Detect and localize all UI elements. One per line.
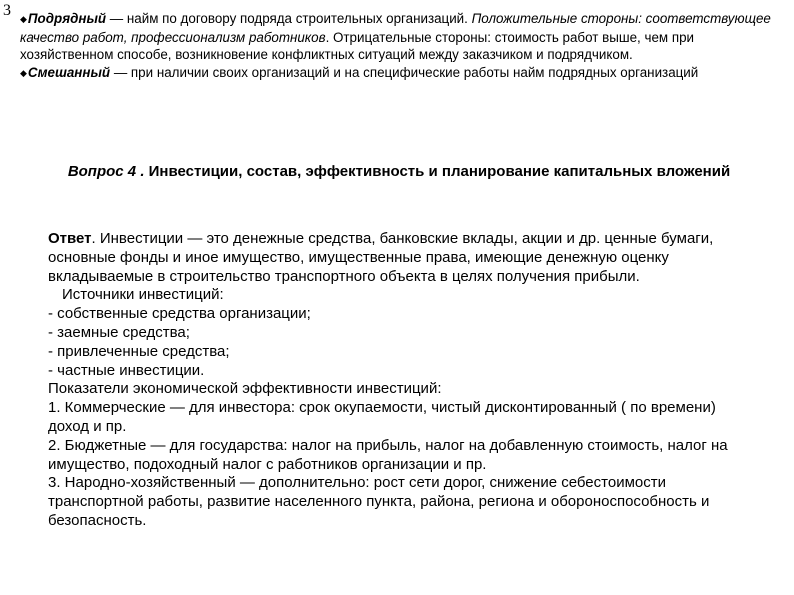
list-item: - частные инвестиции. xyxy=(48,361,205,379)
answer-intro-text: . Инвестиции — это денежные средства, банковские вклады, акции и др. ценные бумаги, основные фонды и иное имущество, имущественные права, имеющие денежную оценку вкладываемые в строительство транспортного объекта в целях получения прибыли. xyxy=(48,230,714,285)
contractor-positive: Положительные стороны: соответствующее качество работ, профессионализм работников xyxy=(20,11,771,45)
question-title: Инвестиции, состав, эффективность и планирование капитальных вложений xyxy=(144,163,731,180)
answer-label: Ответ xyxy=(48,230,92,247)
list-item: - заемные средства; xyxy=(48,323,190,341)
page-number: 3 xyxy=(3,2,11,19)
list-item: 1. Коммерческие — для инвестора: срок окупаемости, чистый дисконтированный ( по времени) доход и пр. xyxy=(48,399,716,435)
contractor-text-1: — найм по договору подряда строительных организаций. xyxy=(106,11,472,26)
contractor-paragraph xyxy=(20,10,780,64)
indicators-title: Показатели экономической эффективности инвестиций: xyxy=(48,380,442,398)
question-heading xyxy=(44,162,754,181)
sources-title: Источники инвестиций: xyxy=(62,286,224,304)
construction-methods xyxy=(20,10,780,82)
list-item: 2. Бюджетные — для государства: налог на прибыль, налог на добавленную стоимость, налог на имущество, подоходный налог с работников организации и пр. xyxy=(48,436,728,473)
list-item: - собственные средства организации; xyxy=(48,305,311,323)
mixed-term: Смешанный xyxy=(27,64,111,80)
contractor-text-2: . Отрицательные стороны: стоимость работ выше, чем при хозяйственном способе, возникновение конфликтных ситуаций между заказчиком и подрядчиком. xyxy=(20,29,694,62)
mixed-text: — при наличии своих организаций и на специфические работы найм подрядных организаций xyxy=(110,64,699,80)
contractor-term: Подрядный xyxy=(27,11,107,26)
list-item: 3. Народно-хозяйственный — дополнительно: рост сети дорог, снижение себестоимости транспортной работы, развитие населенного пункта, района, региона и обороноспособность и безопасность. xyxy=(48,474,710,529)
question-label: Вопрос 4 . xyxy=(67,163,145,180)
answer-block xyxy=(48,230,748,531)
list-item: - привлеченные средства; xyxy=(48,342,230,360)
diamond-bullet-icon: ◆ xyxy=(20,67,27,78)
diamond-bullet-icon: ◆ xyxy=(20,14,27,24)
answer-intro xyxy=(48,230,748,286)
mixed-paragraph xyxy=(20,64,780,83)
